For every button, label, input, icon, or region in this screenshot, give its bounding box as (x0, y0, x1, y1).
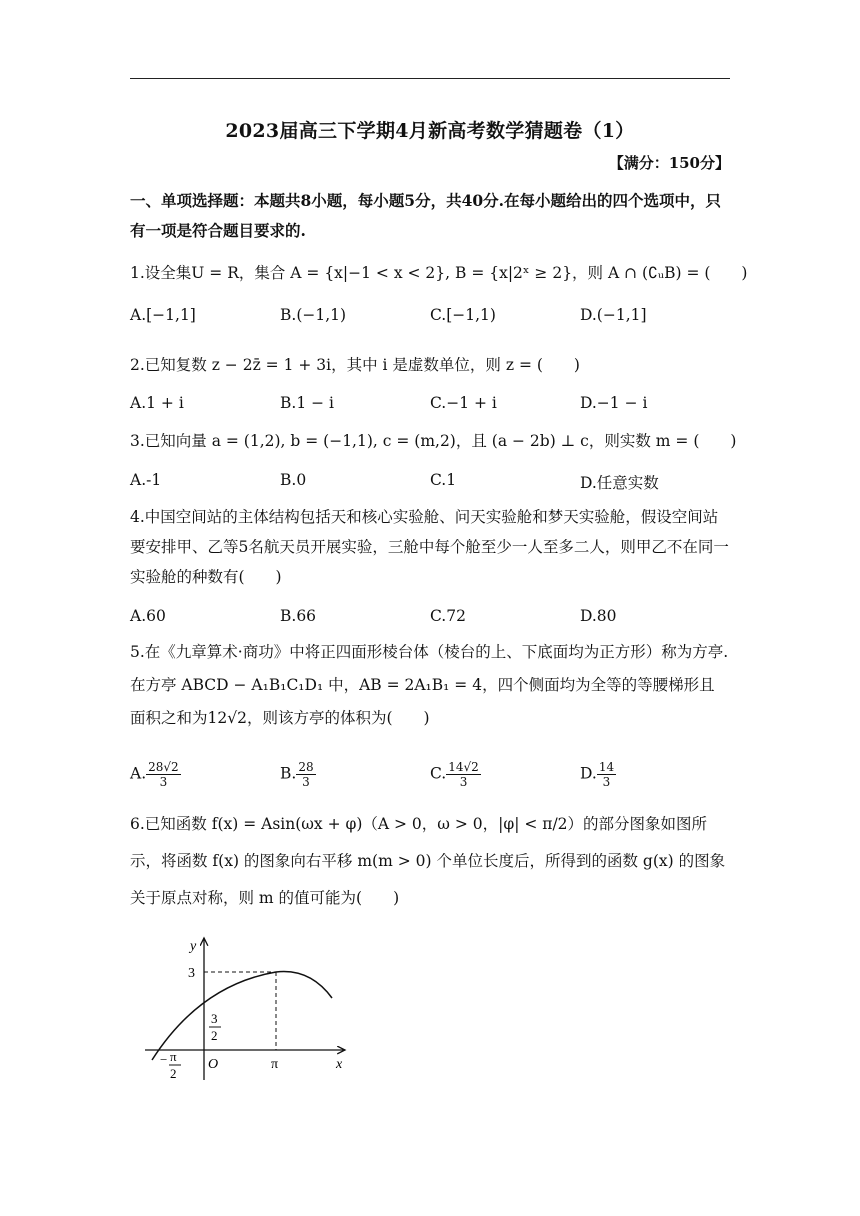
question-2: 2.已知复数 z − 2z̄ = 1 + 3i，其中 i 是虚数单位，则 z = ( ) (130, 356, 580, 374)
option-b (280, 760, 316, 789)
q6-function-graph (140, 930, 360, 1085)
option-b: B.(−1,1) (280, 306, 347, 324)
denominator: 3 (302, 775, 310, 789)
option-fraction (597, 760, 616, 789)
x-neg-denominator: 2 (170, 1066, 177, 1081)
option-a: A.-1 (130, 471, 162, 489)
denominator: 3 (602, 775, 611, 789)
option-b: B.66 (280, 607, 317, 625)
x-peak-label: π (271, 1057, 279, 1072)
x-axis-label: x (336, 1057, 343, 1072)
question-5: 5.在《九章算术·商功》中将正四面形棱台体（棱台的上、下底面均为正方形）称为方亭.在方亭 ABCD − A₁B₁C₁D₁ 中，AB = 2A₁B₁ = 4，四个侧面均为全等的等腰梯形且面积之和为12√2，则该方亭的体积为( ) (130, 643, 729, 727)
option-b: B.1 − i (280, 394, 334, 412)
header-rule (130, 78, 730, 79)
option-d: D.(−1,1] (580, 306, 647, 324)
x-neg-sign: − (160, 1052, 168, 1067)
y-mid-numerator: 3 (211, 1011, 218, 1026)
question-1: 1.设全集U = R，集合 A = {x|−1 < x < 2}, B = {x|2ˣ ≥ 2}，则 A ∩ (∁ᵤB) = ( ) (130, 264, 748, 282)
question-6: 6.已知函数 f(x) = Asin(ωx + φ)（A > 0，ω > 0，|φ| < π/2）的部分图象如图所示，将函数 f(x) 的图象向右平移 m(m > 0) 个单位长度后，所得到的函数 g(x) 的图象关于原点对称，则 m 的值可能为( ) (130, 815, 726, 907)
option-c: C.−1 + i (430, 394, 497, 412)
question-1-options (130, 306, 730, 334)
y-max-label: 3 (188, 966, 195, 981)
question-5-options (130, 760, 730, 800)
option-a: A.1 + i (130, 394, 184, 412)
option-d (580, 760, 616, 789)
origin-label: O (208, 1057, 219, 1072)
option-c: C.[−1,1) (430, 306, 496, 324)
numerator: 14 (598, 760, 615, 774)
question-4: 4.中国空间站的主体结构包括天和核心实验舱、问天实验舱和梦天实验舱，假设空间站要安排甲、乙等5名航天员开展实验，三舱中每个舱至少一人至多二人，则甲乙不在同一实验舱的种数有( ) (130, 508, 729, 586)
option-fraction (296, 760, 315, 789)
section-heading: 一、单项选择题：本题共8小题，每小题5分，共40分.在每小题给出的四个选项中，只有一项是符合题目要求的. (130, 191, 722, 240)
option-fraction (446, 760, 481, 789)
option-c (430, 760, 481, 789)
x-neg-numerator: π (170, 1049, 177, 1064)
option-d: D.任意实数 (580, 474, 659, 492)
question-2-options (130, 394, 730, 422)
page-title: 2023届高三下学期4月新高考数学猜题卷（1） (225, 120, 635, 142)
numerator: 28 (298, 760, 314, 774)
option-label: C. (430, 764, 447, 783)
denominator: 3 (459, 775, 468, 789)
y-mid-denominator: 2 (211, 1028, 218, 1043)
option-label: B. (280, 764, 297, 783)
option-a: A.60 (130, 607, 166, 625)
sine-curve (152, 972, 332, 1060)
numerator: 28√2 (148, 760, 179, 774)
option-a: A.[−1,1] (130, 306, 196, 324)
question-4-options (130, 607, 730, 635)
option-d: D.−1 − i (580, 394, 648, 412)
y-axis-label: y (190, 939, 197, 954)
score-label: 【满分：150分】 (608, 154, 730, 172)
option-label: A. (130, 764, 147, 783)
option-fraction (146, 760, 181, 789)
numerator: 14√2 (448, 760, 479, 774)
question-3: 3.已知向量 a = (1,2), b = (−1,1), c = (m,2)，且 (a − 2b) ⊥ c，则实数 m = ( ) (130, 432, 737, 450)
option-a (130, 760, 181, 789)
question-3-options (130, 471, 730, 499)
option-b: B.0 (280, 471, 307, 489)
option-d: D.80 (580, 607, 617, 625)
option-label: D. (580, 764, 597, 783)
denominator: 3 (159, 775, 168, 789)
option-c: C.1 (430, 471, 457, 489)
option-c: C.72 (430, 607, 466, 625)
